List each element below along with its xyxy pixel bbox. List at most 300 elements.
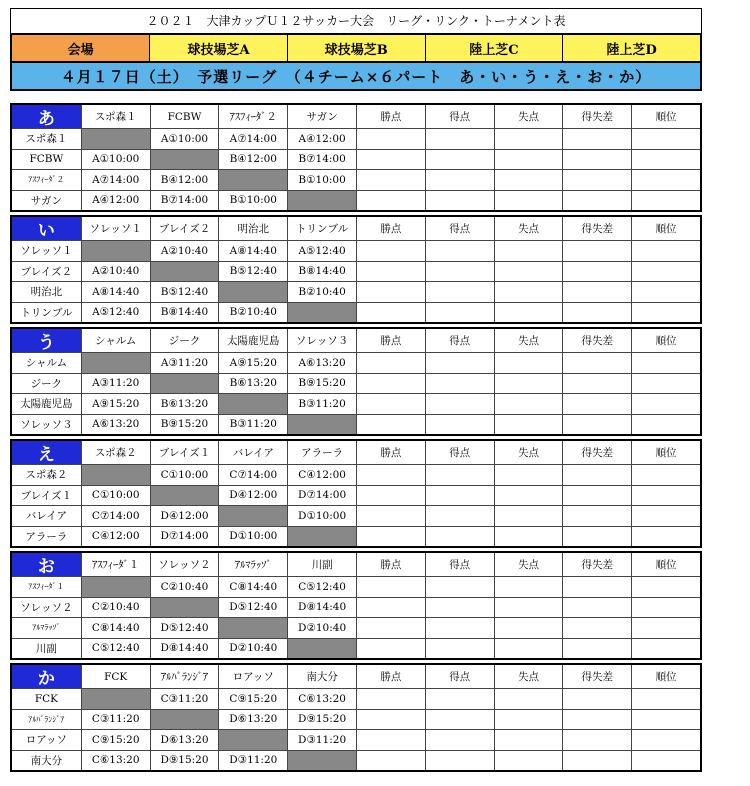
group-header-row (12, 217, 700, 240)
result-cell (425, 486, 494, 506)
diagonal-cell (81, 129, 150, 149)
result-cell (631, 303, 700, 323)
result-header: 失点 (494, 553, 563, 576)
group-glyph: あ (12, 105, 81, 128)
result-cell (356, 486, 425, 506)
result-cell (356, 241, 425, 261)
match-cell: A⑧14:40 (81, 282, 150, 302)
match-cell: A⑥13:20 (81, 415, 150, 435)
group-glyph: う (12, 329, 81, 352)
match-cell: A⑤12:40 (81, 303, 150, 323)
match-cell: B⑤12:40 (150, 282, 219, 302)
group-header-team: ソレッソ２ (150, 553, 219, 576)
venue-row (10, 33, 702, 63)
group-header-team: ｱｽﾌｨｰﾀﾞ２ (218, 105, 287, 128)
match-cell: C⑧14:40 (218, 577, 287, 597)
match-cell: D⑤12:40 (150, 618, 219, 638)
diagonal-cell (150, 598, 219, 618)
result-header: 得失差 (562, 217, 631, 240)
result-cell (494, 710, 563, 730)
match-cell: A⑤12:40 (287, 241, 356, 261)
result-cell (356, 353, 425, 373)
result-cell (494, 465, 563, 485)
match-cell: B⑦14:00 (150, 191, 219, 211)
result-cell (356, 191, 425, 211)
result-header: 得失差 (562, 105, 631, 128)
team-name: 川副 (35, 642, 57, 655)
group-header-row (12, 553, 700, 576)
match-cell: D⑥13:20 (218, 710, 287, 730)
result-cell (562, 415, 631, 435)
venue-label: 会場 (12, 35, 149, 61)
team-name: ブレイズ２ (20, 265, 73, 278)
match-cell: C⑦14:00 (81, 506, 150, 526)
group-header-team: バレイア (218, 441, 287, 464)
result-cell (494, 639, 563, 659)
diagonal-cell (287, 191, 356, 211)
match-cell: A②10:40 (150, 241, 219, 261)
match-cell: A①10:00 (150, 129, 219, 149)
result-header: 勝点 (356, 665, 425, 688)
result-cell (356, 394, 425, 414)
match-cell: B②10:40 (218, 303, 287, 323)
match-cell: C⑨15:20 (81, 730, 150, 750)
result-cell (425, 689, 494, 709)
match-cell: A⑥13:20 (287, 353, 356, 373)
result-cell (562, 241, 631, 261)
result-cell (631, 527, 700, 547)
result-header: 順位 (631, 553, 700, 576)
result-cell (494, 170, 563, 190)
match-cell: C③11:20 (150, 689, 219, 709)
result-cell (631, 262, 700, 282)
team-row (12, 576, 700, 597)
team-name: スポ森２ (25, 469, 68, 482)
group-table (10, 551, 702, 660)
result-header: 順位 (631, 329, 700, 352)
result-cell (562, 170, 631, 190)
result-cell (425, 374, 494, 394)
result-cell (562, 303, 631, 323)
group-header-team: シャルム (81, 329, 150, 352)
result-cell (425, 282, 494, 302)
result-cell (425, 598, 494, 618)
result-cell (425, 506, 494, 526)
team-name: ソレッソ３ (20, 418, 73, 431)
match-cell: B③11:20 (287, 394, 356, 414)
result-cell (631, 710, 700, 730)
team-row (12, 302, 700, 323)
result-cell (562, 191, 631, 211)
match-cell: B②10:40 (287, 282, 356, 302)
match-cell: B⑨15:20 (150, 415, 219, 435)
team-name: FCK (34, 692, 58, 705)
result-cell (562, 353, 631, 373)
result-cell (425, 262, 494, 282)
match-cell: A⑦14:00 (81, 170, 150, 190)
group-header-team: ｱﾙﾏﾗｯｿﾞ (218, 553, 287, 576)
result-cell (631, 394, 700, 414)
result-cell (494, 262, 563, 282)
sheet-title: ２０２１ 大津カップＵ１２サッカー大会 リーグ・リンク・トーナメント表 (10, 8, 702, 33)
group-table (10, 439, 702, 548)
group-header-team: 明治北 (218, 217, 287, 240)
match-cell: A①10:00 (81, 150, 150, 170)
diagonal-cell (150, 262, 219, 282)
match-cell: D④12:00 (150, 506, 219, 526)
team-row (12, 638, 700, 659)
match-cell: D③11:20 (218, 751, 287, 771)
result-cell (562, 598, 631, 618)
team-name: シャルム (25, 357, 68, 370)
result-cell (631, 374, 700, 394)
diagonal-cell (81, 465, 150, 485)
result-cell (631, 577, 700, 597)
result-cell (356, 618, 425, 638)
group-header-team: ジーク (150, 329, 219, 352)
team-name: ｱｽﾌｨｰﾀﾞ１ (28, 582, 65, 592)
result-cell (562, 486, 631, 506)
result-cell (356, 465, 425, 485)
result-cell (356, 506, 425, 526)
result-cell (631, 415, 700, 435)
result-cell (494, 527, 563, 547)
result-cell (356, 129, 425, 149)
venue-b: 球技場芝B (287, 35, 425, 61)
result-cell (425, 394, 494, 414)
team-row (12, 281, 700, 302)
result-cell (425, 730, 494, 750)
result-cell (356, 282, 425, 302)
team-row (12, 190, 700, 211)
team-row (12, 688, 700, 709)
match-cell: B①10:00 (287, 170, 356, 190)
match-cell: A⑦14:00 (218, 129, 287, 149)
result-cell (425, 170, 494, 190)
result-header: 得点 (425, 217, 494, 240)
result-cell (494, 374, 563, 394)
group-glyph: お (12, 553, 81, 576)
result-cell (494, 689, 563, 709)
team-name: サガン (30, 194, 63, 207)
result-cell (356, 598, 425, 618)
match-cell: A④12:00 (287, 129, 356, 149)
result-header: 勝点 (356, 553, 425, 576)
diagonal-cell (287, 415, 356, 435)
result-header: 順位 (631, 105, 700, 128)
result-cell (631, 465, 700, 485)
result-cell (425, 527, 494, 547)
match-cell: C③11:20 (81, 710, 150, 730)
team-row (12, 261, 700, 282)
result-header: 得失差 (562, 553, 631, 576)
result-header: 得点 (425, 105, 494, 128)
team-name: ｱﾙﾏﾗｯｿﾞ (32, 623, 61, 633)
group-header-team: ｱｽﾌｨｰﾀﾞ１ (81, 553, 150, 576)
result-cell (425, 191, 494, 211)
diagonal-cell (218, 618, 287, 638)
result-cell (356, 170, 425, 190)
result-cell (631, 751, 700, 771)
match-cell: B⑨15:20 (287, 374, 356, 394)
group-header-team: ソレッソ３ (287, 329, 356, 352)
result-cell (562, 394, 631, 414)
result-header: 勝点 (356, 105, 425, 128)
match-cell: B⑧14:40 (287, 262, 356, 282)
match-cell: B⑧14:40 (150, 303, 219, 323)
result-header: 失点 (494, 217, 563, 240)
result-cell (425, 751, 494, 771)
group-header-row (12, 441, 700, 464)
match-cell: D⑦14:00 (287, 486, 356, 506)
result-cell (356, 577, 425, 597)
match-cell: C④12:00 (287, 465, 356, 485)
team-name: トリンブル (20, 306, 73, 319)
result-cell (425, 415, 494, 435)
result-cell (494, 730, 563, 750)
match-cell: C②10:40 (81, 598, 150, 618)
diagonal-cell (150, 710, 219, 730)
team-name: ソレッソ２ (20, 601, 73, 614)
group-glyph: い (12, 217, 81, 240)
match-cell: C①10:00 (150, 465, 219, 485)
match-cell: B④12:00 (150, 170, 219, 190)
result-cell (631, 241, 700, 261)
result-header: 得失差 (562, 441, 631, 464)
team-name: FCBW (29, 153, 64, 166)
match-cell: A④12:00 (81, 191, 150, 211)
group-header-team: サガン (287, 105, 356, 128)
match-cell: C④12:00 (81, 527, 150, 547)
diagonal-cell (81, 689, 150, 709)
result-header: 失点 (494, 441, 563, 464)
league-sheet (10, 8, 702, 775)
match-cell: C⑨15:20 (218, 689, 287, 709)
result-cell (425, 465, 494, 485)
result-cell (494, 598, 563, 618)
result-cell (494, 150, 563, 170)
result-cell (562, 689, 631, 709)
team-name: 南大分 (30, 754, 63, 767)
match-cell: D⑦14:00 (150, 527, 219, 547)
match-cell: A②10:40 (81, 262, 150, 282)
result-cell (631, 486, 700, 506)
diagonal-cell (81, 353, 150, 373)
team-row (12, 373, 700, 394)
diagonal-cell (81, 241, 150, 261)
result-cell (356, 689, 425, 709)
result-cell (425, 241, 494, 261)
result-cell (562, 730, 631, 750)
result-cell (356, 710, 425, 730)
group-header-team: スポ森１ (81, 105, 150, 128)
result-cell (494, 394, 563, 414)
result-cell (494, 415, 563, 435)
result-cell (631, 150, 700, 170)
team-name: アラーラ (25, 530, 68, 543)
match-cell: C⑤12:40 (81, 639, 150, 659)
match-cell: D⑨15:20 (150, 751, 219, 771)
match-cell: A⑨15:20 (218, 353, 287, 373)
result-cell (494, 303, 563, 323)
team-name: ｱﾙﾊﾞﾗﾝｼﾞｱ (28, 714, 65, 724)
team-row (12, 505, 700, 526)
result-cell (425, 303, 494, 323)
group-header-team: ｱﾙﾊﾞﾗﾝｼﾞｱ (150, 665, 219, 688)
team-row (12, 149, 700, 170)
result-cell (425, 639, 494, 659)
result-cell (631, 618, 700, 638)
match-cell: D⑥13:20 (150, 730, 219, 750)
group-header-team: ブレイズ２ (150, 217, 219, 240)
match-cell: D⑧14:40 (150, 639, 219, 659)
diagonal-cell (150, 486, 219, 506)
diagonal-cell (218, 394, 287, 414)
result-cell (494, 241, 563, 261)
match-cell: B③11:20 (218, 415, 287, 435)
result-cell (494, 618, 563, 638)
venue-c: 陸上芝C (425, 35, 563, 61)
result-cell (562, 282, 631, 302)
match-cell: A⑨15:20 (81, 394, 150, 414)
result-cell (562, 577, 631, 597)
result-cell (631, 129, 700, 149)
match-cell: B⑥13:20 (218, 374, 287, 394)
group-header-team: 太陽鹿児島 (218, 329, 287, 352)
match-cell: C⑤12:40 (287, 577, 356, 597)
result-header: 順位 (631, 665, 700, 688)
result-cell (425, 618, 494, 638)
venue-d: 陸上芝D (562, 35, 700, 61)
group-table (10, 215, 702, 324)
venue-a: 球技場芝A (149, 35, 287, 61)
group-table (10, 663, 702, 772)
match-cell: C⑧14:40 (81, 618, 150, 638)
result-header: 得失差 (562, 329, 631, 352)
result-header: 勝点 (356, 329, 425, 352)
match-cell: A③11:20 (81, 374, 150, 394)
match-cell: C⑥13:20 (81, 751, 150, 771)
result-cell (631, 191, 700, 211)
result-cell (631, 506, 700, 526)
result-cell (562, 129, 631, 149)
team-row (12, 750, 700, 771)
result-cell (631, 170, 700, 190)
result-cell (425, 353, 494, 373)
team-name: ジーク (30, 377, 63, 390)
result-cell (356, 150, 425, 170)
result-cell (425, 710, 494, 730)
result-cell (494, 577, 563, 597)
result-header: 順位 (631, 217, 700, 240)
match-cell: B⑥13:20 (150, 394, 219, 414)
result-header: 得点 (425, 665, 494, 688)
team-name: 太陽鹿児島 (20, 398, 73, 411)
diagonal-cell (287, 527, 356, 547)
diagonal-cell (218, 282, 287, 302)
team-name: ロアッソ (25, 734, 68, 747)
result-cell (631, 282, 700, 302)
group-header-team: FCK (81, 665, 150, 688)
match-cell: C①10:00 (81, 486, 150, 506)
result-cell (562, 527, 631, 547)
group-header-row (12, 105, 700, 128)
group-header-team: トリンブル (287, 217, 356, 240)
result-cell (562, 751, 631, 771)
result-header: 勝点 (356, 441, 425, 464)
match-cell: B⑦14:00 (287, 150, 356, 170)
result-header: 順位 (631, 441, 700, 464)
result-header: 得点 (425, 441, 494, 464)
group-table (10, 103, 702, 212)
result-cell (356, 415, 425, 435)
match-cell: D⑨15:20 (287, 710, 356, 730)
group-header-team: 川副 (287, 553, 356, 576)
group-header-team: ロアッソ (218, 665, 287, 688)
team-row (12, 352, 700, 373)
result-cell (425, 129, 494, 149)
result-cell (562, 262, 631, 282)
team-row (12, 240, 700, 261)
match-cell: A⑧14:40 (218, 241, 287, 261)
match-cell: C⑦14:00 (218, 465, 287, 485)
match-cell: B⑤12:40 (218, 262, 287, 282)
team-row (12, 128, 700, 149)
group-header-row (12, 329, 700, 352)
team-row (12, 464, 700, 485)
match-cell: B①10:00 (218, 191, 287, 211)
diagonal-cell (150, 374, 219, 394)
result-cell (631, 639, 700, 659)
team-name: 明治北 (30, 286, 63, 299)
result-cell (562, 639, 631, 659)
diagonal-cell (150, 150, 219, 170)
result-header: 勝点 (356, 217, 425, 240)
result-cell (494, 282, 563, 302)
result-cell (562, 618, 631, 638)
result-cell (356, 303, 425, 323)
team-row (12, 393, 700, 414)
result-cell (562, 506, 631, 526)
team-row (12, 414, 700, 435)
result-header: 得点 (425, 329, 494, 352)
result-cell (425, 577, 494, 597)
match-cell: D②10:40 (287, 618, 356, 638)
result-header: 失点 (494, 665, 563, 688)
result-cell (494, 486, 563, 506)
diagonal-cell (218, 170, 287, 190)
diagonal-cell (81, 577, 150, 597)
result-cell (356, 262, 425, 282)
result-cell (356, 374, 425, 394)
diagonal-cell (218, 506, 287, 526)
diagonal-cell (218, 730, 287, 750)
team-name: バレイア (25, 510, 67, 523)
group-table (10, 327, 702, 436)
team-name: スポ森１ (25, 133, 68, 146)
result-cell (356, 639, 425, 659)
match-cell: D①10:00 (218, 527, 287, 547)
result-header: 得失差 (562, 665, 631, 688)
result-cell (494, 191, 563, 211)
match-cell: D①10:00 (287, 506, 356, 526)
group-header-team: アラーラ (287, 441, 356, 464)
result-cell (631, 689, 700, 709)
match-cell: A③11:20 (150, 353, 219, 373)
result-header: 失点 (494, 329, 563, 352)
team-name: ソレッソ１ (20, 245, 73, 258)
group-list (10, 103, 702, 772)
